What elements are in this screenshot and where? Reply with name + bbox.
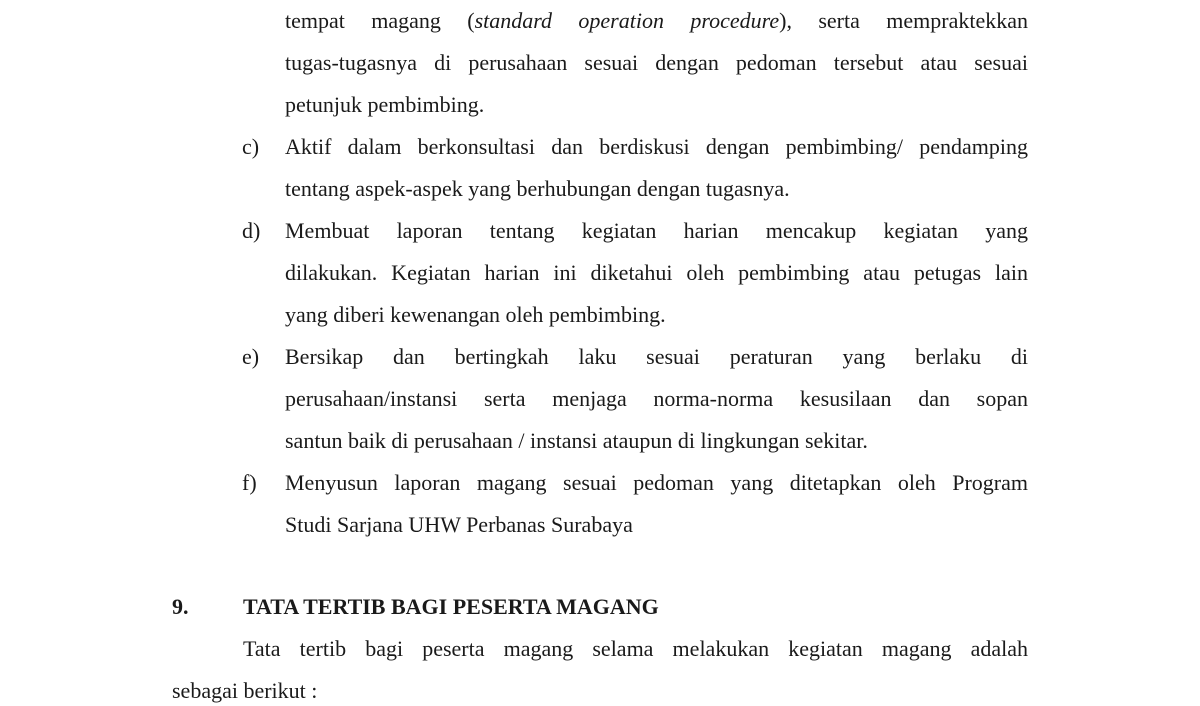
list-c-line-1: Aktif dalam berkonsultasi dan berdiskusi dengan pembimbing/ pendamping bbox=[285, 134, 1028, 159]
section-9-number: 9. bbox=[172, 594, 189, 619]
list-d-line-3: yang diberi kewenangan oleh pembimbing. bbox=[285, 302, 666, 327]
section-9-title: TATA TERTIB BAGI PESERTA MAGANG bbox=[243, 594, 659, 619]
list-e-line-3: santun baik di perusahaan / instansi ataupun di lingkungan sekitar. bbox=[285, 428, 868, 453]
list-b-line-1-post: ), serta mempraktekkan bbox=[779, 8, 1028, 33]
list-b-line-1-italic: standard operation procedure bbox=[474, 8, 780, 33]
list-c-line-2: tentang aspek-aspek yang berhubungan dengan tugasnya. bbox=[285, 176, 790, 201]
list-b-line-3: petunjuk pembimbing. bbox=[285, 92, 485, 117]
list-b-line-2: tugas-tugasnya di perusahaan sesuai dengan pedoman tersebut atau sesuai bbox=[285, 50, 1028, 75]
list-c-marker: c) bbox=[242, 134, 260, 159]
list-d-line-2: dilakukan. Kegiatan harian ini diketahui oleh pembimbing atau petugas lain bbox=[285, 260, 1028, 285]
list-d-line-1: Membuat laporan tentang kegiatan harian mencakup kegiatan yang bbox=[285, 218, 1028, 243]
section-9-para-line-2: sebagai berikut : bbox=[172, 678, 318, 703]
list-f-line-2: Studi Sarjana UHW Perbanas Surabaya bbox=[285, 512, 633, 537]
list-e-line-1: Bersikap dan bertingkah laku sesuai peraturan yang berlaku di bbox=[285, 344, 1028, 369]
section-9-para-line-1: Tata tertib bagi peserta magang selama melakukan kegiatan magang adalah bbox=[243, 636, 1028, 661]
list-f-line-1: Menyusun laporan magang sesuai pedoman yang ditetapkan oleh Program bbox=[285, 470, 1028, 495]
list-d-marker: d) bbox=[242, 218, 261, 243]
list-e-marker: e) bbox=[242, 344, 260, 369]
list-e-line-2: perusahaan/instansi serta menjaga norma-norma kesusilaan dan sopan bbox=[285, 386, 1028, 411]
list-b-line-1 bbox=[285, 6, 1028, 36]
list-b-line-1-pre: tempat magang ( bbox=[285, 8, 475, 33]
list-f-marker: f) bbox=[242, 470, 257, 495]
